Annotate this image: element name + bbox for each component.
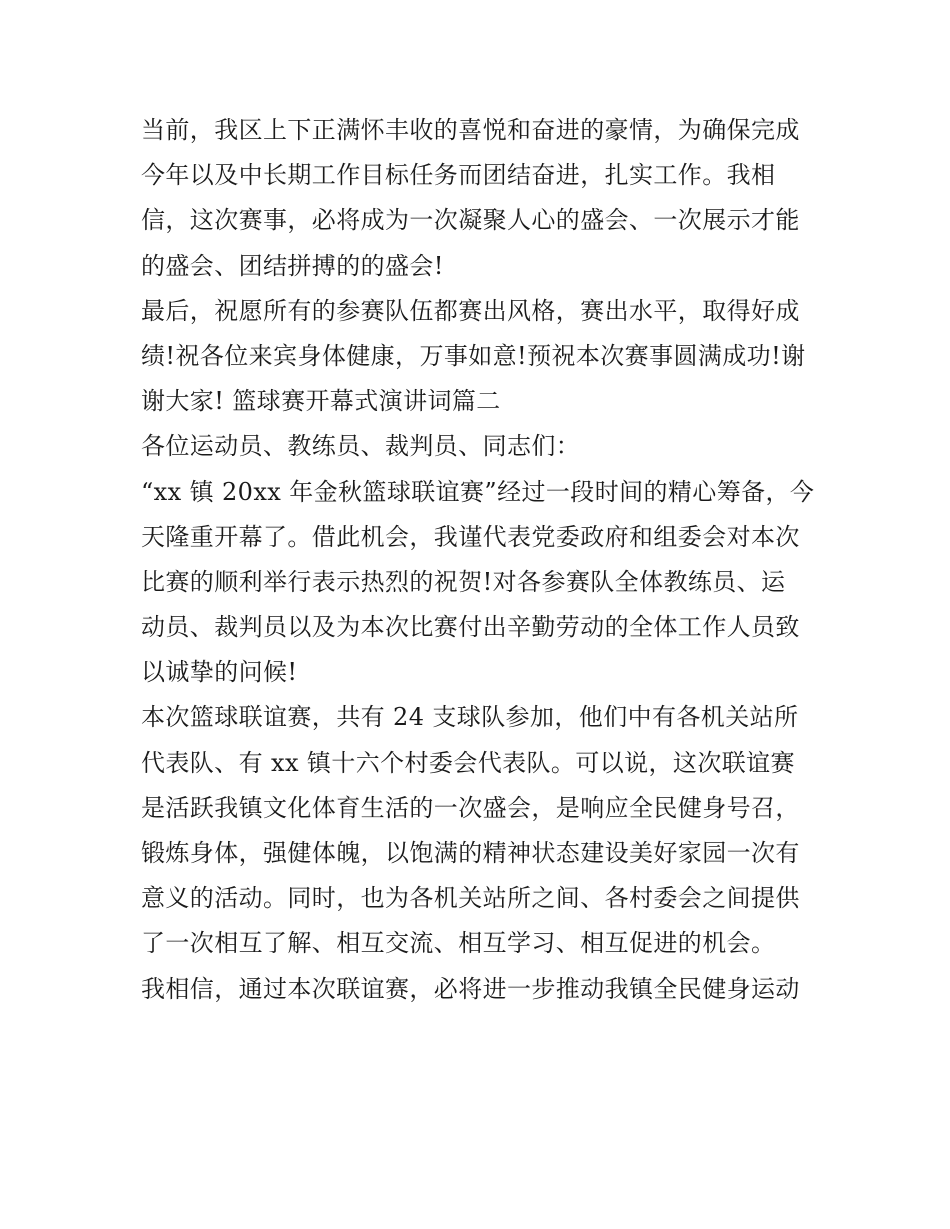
text-line: 了一次相互了解、相互交流、相互学习、相互促进的机会。 <box>141 929 776 958</box>
text-line: 本次篮球联谊赛，共有 24 支球队参加，他们中有各机关站所 <box>141 703 799 732</box>
text-line: 谢大家! 篮球赛开幕式演讲词篇二 <box>141 387 501 416</box>
text-line: 意义的活动。同时，也为各机关站所之间、各村委会之间提供 <box>141 884 800 913</box>
text-line: 信，这次赛事，必将成为一次凝聚人心的盛会、一次展示才能 <box>141 206 800 235</box>
text-line: 以诚挚的问候! <box>141 658 298 687</box>
text-line: 当前，我区上下正满怀丰收的喜悦和奋进的豪情，为确保完成 <box>141 116 800 144</box>
text-line: 代表队、有 xx 镇十六个村委会代表队。可以说，这次联谊赛 <box>141 748 795 777</box>
text-line: 是活跃我镇文化体育生活的一次盛会，是响应全民健身号召， <box>141 793 800 822</box>
text-line: 各位运动员、教练员、裁判员、同志们： <box>141 432 581 461</box>
text-line: 绩!祝各位来宾身体健康，万事如意!预祝本次赛事圆满成功!谢 <box>141 341 806 370</box>
text-line: 的盛会、团结拼搏的的盛会! <box>141 251 444 280</box>
document-body <box>141 108 821 1012</box>
text-line: 我相信，通过本次联谊赛，必将进一步推动我镇全民健身运动 <box>141 974 800 1003</box>
text-line: 比赛的顺利举行表示热烈的祝贺!对各参赛队全体教练员、运 <box>141 567 786 596</box>
text-line: 天隆重开幕了。借此机会，我谨代表党委政府和组委会对本次 <box>141 522 800 551</box>
text-line: 今年以及中长期工作目标任务而团结奋进，扎实工作。我相 <box>141 161 776 190</box>
text-line: 最后，祝愿所有的参赛队伍都赛出风格，赛出水平，取得好成 <box>141 296 800 325</box>
text-line: 锻炼身体，强健体魄，以饱满的精神状态建设美好家园一次有 <box>141 839 800 867</box>
text-line: “xx 镇 20xx 年金秋篮球联谊赛”经过一段时间的精心筹备，今 <box>141 477 815 506</box>
text-line: 动员、裁判员以及为本次比赛付出辛勤劳动的全体工作人员致 <box>141 613 800 642</box>
